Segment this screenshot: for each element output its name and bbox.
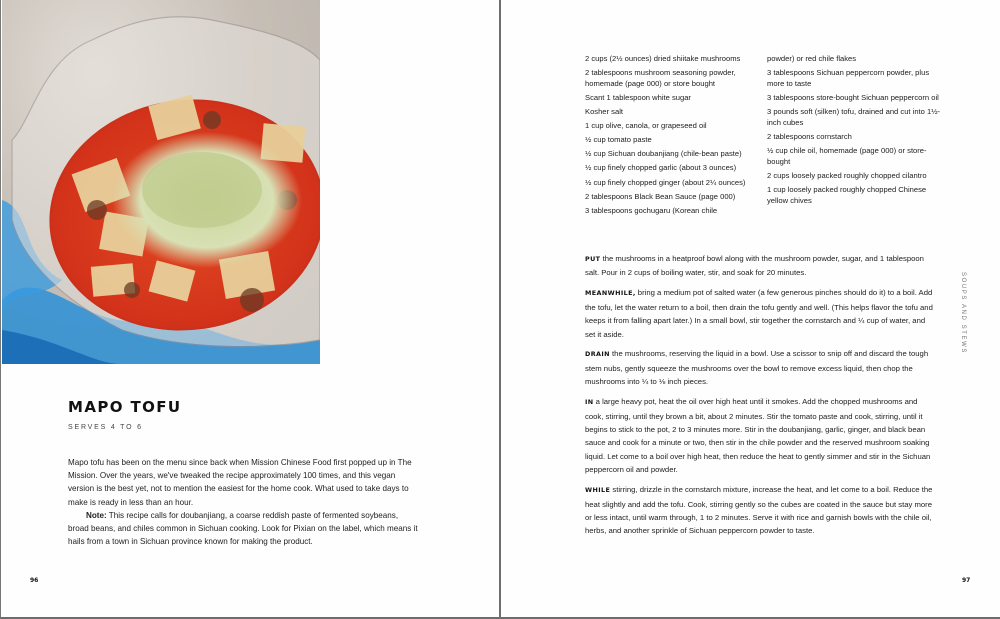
method-step: [585, 395, 935, 476]
method-step: [585, 286, 935, 341]
step-text: bring a medium pot of salted water (a few generous pinches should do it) to a boil. Add the tofu, let the water return to a boil, then drain the tofu gently and well. (This helps flavor the tofu and keeps it from falling apart later.) In a small bowl, stir together the cornstarch and ¼ cup of water, and set it aside.: [585, 288, 933, 339]
ingredient-item: 1 cup loosely packed roughly chopped Chinese yellow chives: [767, 185, 927, 205]
step-lead-word: WHILE: [585, 486, 611, 495]
ingredient-item: powder) or red chile flakes: [767, 54, 857, 63]
step-lead-word: IN: [585, 398, 594, 407]
ingredient-item: 2 tablespoons mushroom seasoning powder, homemade (page 000) or store bought: [585, 68, 736, 88]
step-lead-word: MEANWHILE,: [585, 289, 636, 298]
step-lead-word: DRAIN: [585, 350, 610, 359]
step-lead-word: PUT: [585, 255, 601, 263]
ingredient-item: ½ cup tomato paste: [585, 135, 652, 145]
intro-paragraph: Mapo tofu has been on the menu since back when Mission Chinese Food first popped up in The Mission. Over the years, we've tweaked the recipe approximately 100 times, and this vegan version is the best yet, not to mention the easiest for the home cook. What used to take days to make is ready in less than an hour.: [68, 458, 412, 507]
section-running-head: SOUPS AND STEWS: [960, 272, 966, 355]
ingredient-item: 2 tablespoons Black Bean Sauce (page 000): [585, 191, 736, 201]
mapo-tofu-photo-illustration: [2, 0, 320, 364]
note-label: Note:: [86, 510, 107, 520]
recipe-photo: [2, 0, 320, 364]
step-text: a large heavy pot, heat the oil over high heat until it smokes. Add the chopped mushrooms and cook, stirring, until they brown a bit, about 2 minutes. Stir the tomato paste and cook, stirring, until it begins to stick to the pot, 2 to 3 minutes more. Stir in the doubanjiang, garlic, ginger, and black bean sauce and cook for a minute or two, then stir in the chile powder and the reserved mushroom soaking liquid. Let come to a boil over high heat, then reduce the heat to gently simmer and stir in the Sichuan peppercorn oil and powder.: [585, 397, 931, 475]
ingredient-item: 3 tablespoons store-bought Sichuan peppercorn oil: [767, 92, 939, 102]
method-step: [585, 483, 935, 538]
ingredient-item: ½ cup chile oil, homemade (page 000) or store-bought: [767, 146, 927, 166]
page-number-left: 96: [30, 577, 39, 584]
step-text: the mushrooms, reserving the liquid in a bowl. Use a scissor to snip off and discard the tough stem nubs, gently squeeze the mushrooms over the bowl to remove excess liquid, then chop the mushrooms into ¼ to ⅛ inch pieces.: [585, 349, 929, 387]
ingredient-item: Scant 1 tablespoon white sugar: [585, 92, 691, 102]
ingredient-item: 3 tablespoons Sichuan peppercorn powder, plus more to taste: [767, 68, 930, 88]
step-text: the mushrooms in a heatproof bowl along with the mushroom powder, sugar, and 1 tablespoon salt. Pour in 2 cups of boiling water, stir, and soak for 20 minutes.: [585, 254, 924, 278]
ingredient-item: 3 pounds soft (silken) tofu, drained and cut into 1½-inch cubes: [767, 107, 941, 127]
ingredient-item: 2 tablespoons cornstarch: [767, 131, 852, 141]
recipe-intro: [68, 456, 420, 548]
ingredient-item: 2 cups (2½ ounces) dried shiitake mushrooms: [585, 54, 741, 63]
method-step: [585, 252, 935, 280]
intro-note: [68, 509, 420, 549]
ingredient-item: 1 cup olive, canola, or grapeseed oil: [585, 121, 707, 131]
note-text: This recipe calls for doubanjiang, a coarse reddish paste of fermented soybeans, broad beans, and chiles common in Sichuan cooking. Look for Pixian on the label, which means it hails from a town in Sichuan province known for making the product.: [68, 510, 418, 547]
serves-label: SERVES 4 TO 6: [68, 424, 143, 431]
ingredient-item: Kosher salt: [585, 107, 623, 117]
method-step: [585, 347, 935, 388]
ingredient-item: ½ cup Sichuan doubanjiang (chile-bean paste): [585, 149, 742, 159]
method-steps: [585, 252, 935, 544]
ingredient-item: 3 tablespoons gochugaru (Korean chile: [585, 205, 718, 215]
ingredients-column-2: [763, 54, 941, 220]
ingredients-column-1: [585, 54, 759, 220]
page-number-right: 97: [962, 577, 971, 584]
recipe-title: MAPO TOFU: [68, 398, 182, 416]
step-text: stirring, drizzle in the cornstarch mixture, increase the heat, and let come to a boil. Reduce the heat slightly and add the tofu. Cook, stirring gently so the cubes are coated in the sauce but stay more or less intact, until warm through, 1 to 2 minutes. Serve it with rice and garnish bowls with the chile oil, herbs, and another sprinkle of Sichuan peppercorn powder to taste.: [585, 485, 933, 536]
ingredient-item: ½ cup finely chopped garlic (about 3 ounces): [585, 163, 737, 173]
ingredient-item: ½ cup finely chopped ginger (about 2¼ ounces): [585, 177, 746, 187]
ingredients-list: [585, 54, 941, 220]
ingredient-item: 2 cups loosely packed roughly chopped cilantro: [767, 170, 927, 180]
